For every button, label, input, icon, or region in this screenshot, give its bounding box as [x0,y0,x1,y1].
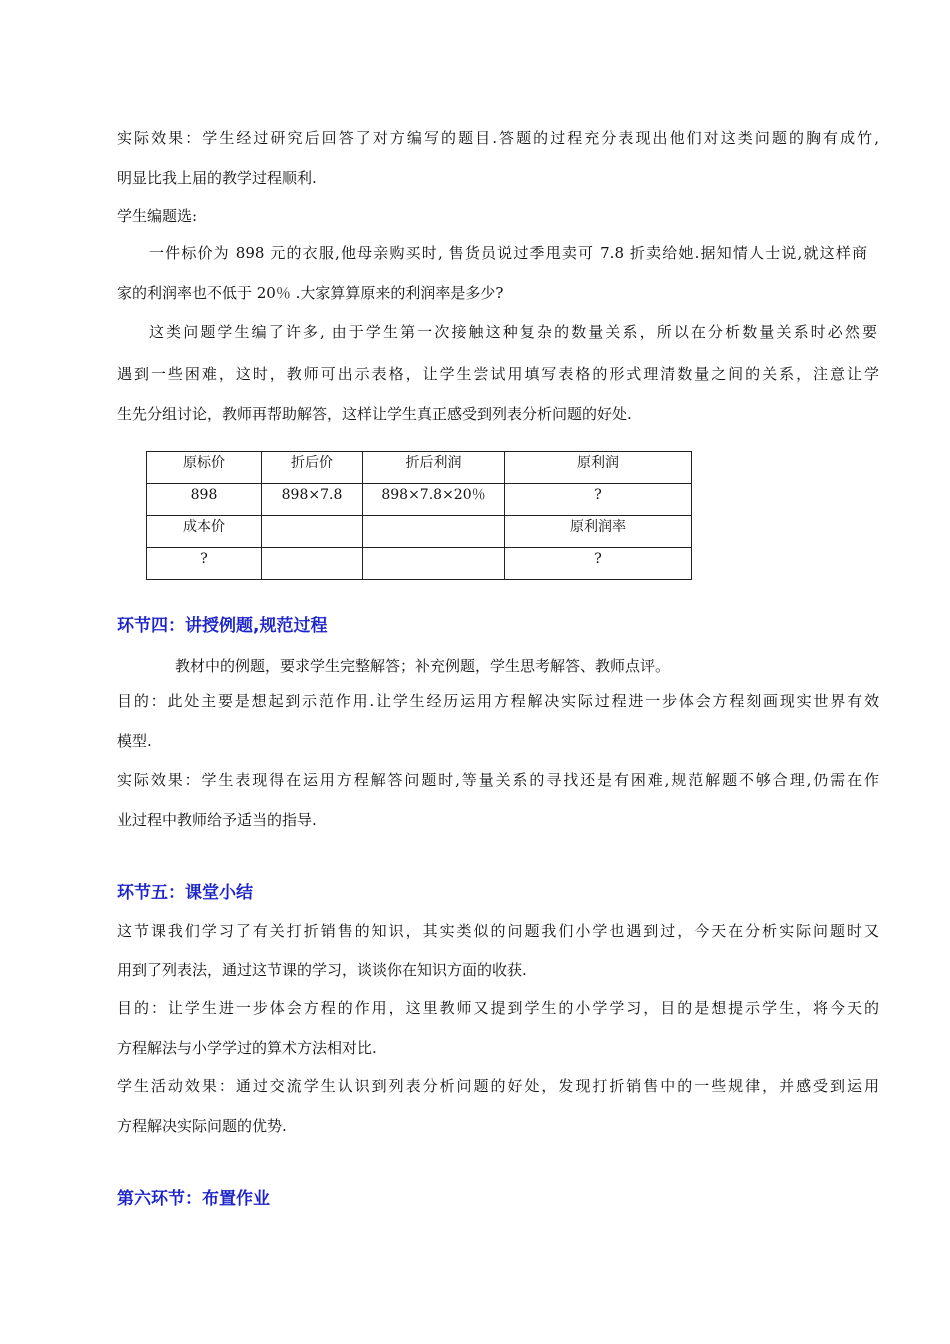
table-row [147,484,692,516]
table-cell [363,516,505,548]
table-cell: 原标价 [147,452,262,484]
section-4-line-1: 教材中的例题，要求学生完整解答；补充例题，学生思考解答、教师点评。 [175,657,671,675]
section-5-line-1: 这节课我们学习了有关打折销售的知识，其实类似的问题我们小学也遇到过，今天在分析实际问题时又 [117,922,879,940]
section-5-line-2: 用到了列表法，通过这节课的学习，谈谈你在知识方面的收获. [117,961,527,979]
table-row [147,516,692,548]
effect-paragraph-line-1: 实际效果：学生经过研究后回答了对方编写的题目.答题的过程充分表现出他们对这类问题的胸有成竹, [117,129,879,147]
table-cell: ? [505,548,692,580]
table-cell [262,516,363,548]
section-4-heading: 环节四：讲授例题,规范过程 [117,616,328,636]
table-cell: 898×7.8 [262,484,363,516]
table-cell [262,548,363,580]
table-cell [363,548,505,580]
analysis-paragraph-line-1: 这类问题学生编了许多, 由于学生第一次接触这种复杂的数量关系，所以在分析数量关系时必然要 [149,323,877,341]
table-cell: 898×7.8×20％ [363,484,505,516]
section-4-line-2: 目的：此处主要是想起到示范作用.让学生经历运用方程解决实际过程进一步体会方程刻画现实世界有效 [117,692,879,710]
effect-paragraph-line-2: 明显比我上届的教学过程顺利. [117,169,317,187]
section-4-line-5: 业过程中教师给予适当的指导. [117,811,317,829]
section-5-line-5: 学生活动效果：通过交流学生认识到列表分析问题的好处，发现打折销售中的一些规律，并感受到运用 [117,1077,879,1095]
section-5-line-4: 方程解法与小学学过的算术方法相对比. [117,1039,377,1057]
table-cell: 898 [147,484,262,516]
section-6-heading: 第六环节：布置作业 [117,1189,270,1209]
problem-paragraph-line-2: 家的利润率也不低于 20％ .大家算算原来的利润率是多少? [117,284,504,302]
analysis-paragraph-line-3: 生先分组讨论，教师再帮助解答，这样让学生真正感受到列表分析问题的好处. [117,405,632,423]
table-cell: 成本价 [147,516,262,548]
section-5-heading: 环节五：课堂小结 [117,883,253,903]
section-4-line-4: 实际效果：学生表现得在运用方程解答问题时,等量关系的寻找还是有困难,规范解题不够合理,仍需在作 [117,771,879,789]
student-problems-label: 学生编题选: [117,207,198,225]
section-5-line-6: 方程解决实际问题的优势. [117,1117,287,1135]
section-5-line-3: 目的：让学生进一步体会方程的作用，这里教师又提到学生的小学学习，目的是想提示学生，将今天的 [117,999,879,1017]
table-row [147,548,692,580]
table-cell: 折后价 [262,452,363,484]
table-cell: 折后利润 [363,452,505,484]
analysis-paragraph-line-2: 遇到一些困难，这时，教师可出示表格，让学生尝试用填写表格的形式理清数量之间的关系，注意让学 [117,365,879,383]
price-analysis-table [146,451,692,580]
problem-paragraph-line-1: 一件标价为 898 元的衣服,他母亲购买时, 售货员说过季甩卖可 7.8 折卖给她.据知情人士说,就这样商 [149,244,867,262]
table-cell: ? [505,484,692,516]
table-cell: 原利润 [505,452,692,484]
table-row [147,452,692,484]
table-cell: ? [147,548,262,580]
table-cell: 原利润率 [505,516,692,548]
section-4-line-3: 模型. [117,732,152,750]
